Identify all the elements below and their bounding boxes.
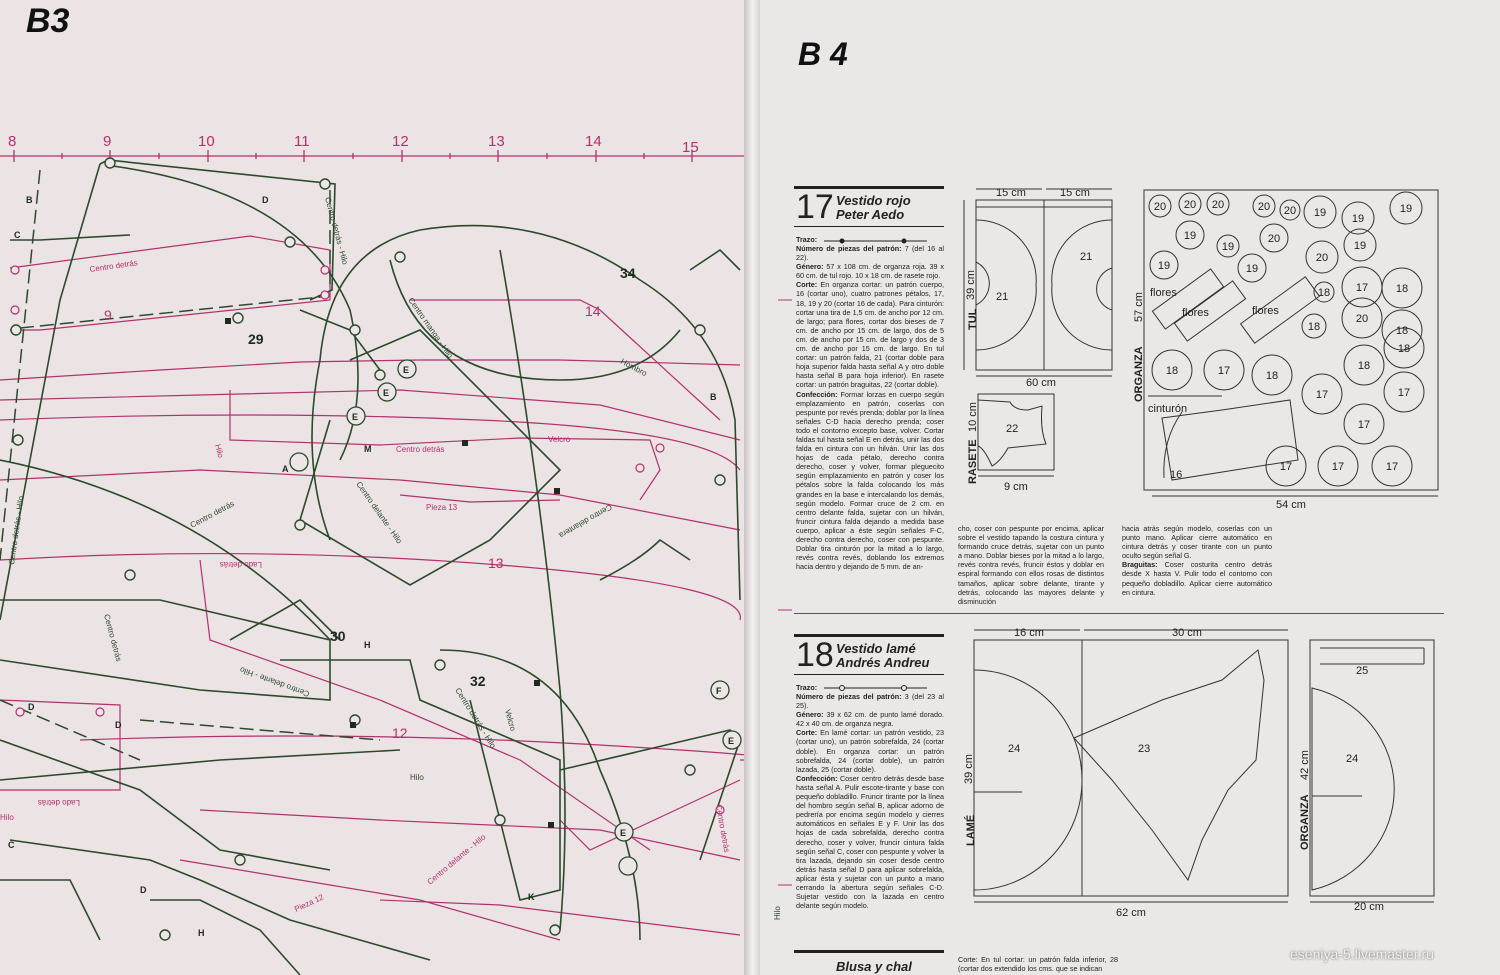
pattern-label: Hombro — [619, 356, 649, 379]
pattern-label: Centro delante - Hilo — [354, 479, 404, 546]
marker-letter: C — [8, 840, 15, 850]
marker-letter: E — [728, 736, 735, 746]
pattern-label: Centro detrás - Hilo — [7, 495, 26, 566]
marker-letter: D — [115, 720, 122, 730]
organza-circle-label: 19 — [1157, 260, 1171, 272]
organza-circle-label: 19 — [1353, 240, 1367, 252]
green-pattern-lines — [0, 160, 740, 975]
book-spine — [744, 0, 760, 975]
organza-circle-label: 17 — [1315, 389, 1329, 401]
text-head: Número de piezas del patrón: — [796, 692, 902, 701]
marker-letter: M — [364, 444, 372, 454]
marker-letter: E — [383, 388, 390, 398]
pattern-label: Hilo — [410, 773, 424, 782]
section17-col2: cho, coser con pespunte por encima, aplicar sobre el vestido tapando la costura cintura y formando cruce detrás, sujetar con un punto a mano. Doblar bieses por la mitad a lo largo, revés contra revés, fruncir éstos y doblar en espiral formando con ellos rosas de distintos tamaños, aplicar sobre delante, tirante y detrás, colocando las mayores delante y disminución — [958, 524, 1104, 606]
watermark: eseniya-5.livemaster.ru — [1290, 946, 1434, 962]
text-head: Confección: — [796, 389, 838, 399]
organza-circle-label: 20 — [1183, 199, 1197, 211]
organza-flowers: flores — [1252, 305, 1279, 317]
magenta-pattern-lines — [0, 236, 774, 940]
lame-piece: 23 — [1138, 743, 1151, 755]
organza-circle-label: 17 — [1397, 387, 1411, 399]
pattern-label: Centro detrás - Hilo — [453, 686, 498, 750]
lame-bottom: 62 cm — [1116, 907, 1146, 919]
organza18-label: ORGANZA — [1299, 794, 1311, 850]
lame-label: LAMÉ — [965, 814, 977, 846]
text-body: Coser centro detrás desde base hasta señal A. Pulir escote-tirante y base con pequeño dobladillo. Fruncir tirante por la línea del hombro según señal B, aplicar adorno de pedrería por encima según modelo y cierres automáticos en señales E y F. Unir las dos hojas de cada sobrefalda, derecho contra derecho, coser y volver, fruncir cintura falda según señal C, coser con pespunte y volver la tira lazada, dejando sin coser desde centro detrás hasta señal D para aplicar sobrefalda, aplicar ésta y sujetar con un punto a mano cerrando la abertura según señales C-D. Sujetar vestido con la lazada en centro delante según modelo. — [796, 773, 944, 911]
text-head: Braguitas: — [1122, 560, 1158, 570]
ruler-number: 13 — [488, 133, 505, 150]
rasete-piece: 22 — [1006, 423, 1019, 435]
organza-circle-label: 17 — [1355, 282, 1369, 294]
marker-letter: E — [352, 412, 359, 422]
tul-label: TUL — [967, 308, 979, 330]
organza18-bottom: 20 cm — [1354, 901, 1384, 913]
piece-number: 34 — [620, 265, 636, 281]
lame-width-right: 30 cm — [1172, 627, 1202, 639]
organza-circle-label: 18 — [1265, 370, 1279, 382]
marker-letter: D — [140, 885, 147, 895]
organza-label: ORGANZA — [1133, 346, 1145, 402]
organza-circle-label: 19 — [1351, 213, 1365, 225]
text-head: Corte: — [796, 728, 818, 738]
piece-number: 29 — [248, 331, 264, 347]
pattern-label: Lado detrás — [219, 560, 262, 569]
piece-number: 9 — [104, 307, 112, 323]
organza-flowers: flores — [1182, 307, 1209, 319]
notch-circles — [11, 158, 725, 940]
pattern-label: Lado detrás — [37, 798, 80, 807]
text-body: 3 (del 23 al 25). — [796, 692, 944, 711]
marker-letters — [8, 195, 766, 938]
ruler-number: 14 — [585, 133, 602, 150]
text-body: 57 x 108 cm. de organza roja. 39 x 60 cm. de tul rojo. 10 x 18 cm. de rasete rojo. — [796, 262, 944, 281]
organza18-height: 42 cm — [1299, 750, 1311, 780]
pattern-label: Velcro — [548, 435, 571, 444]
pattern-label: Centro delante - Hilo — [425, 832, 488, 887]
ruler-number: 10 — [198, 133, 215, 150]
text-body: En lamé cortar: un patrón vestido, 23 (cortar uno), un patrón sobrefalda, 24 (cortar doble). En organza cortar: un patrón sobrefalda, 24 (cortar doble), un patrón lazada, 25 (cortar doble). — [796, 728, 944, 774]
tul-bottom: 60 cm — [1026, 377, 1056, 389]
section17-number: 17 — [796, 188, 834, 226]
organza-circle-label: 18 — [1395, 325, 1409, 337]
organza-circle-label: 19 — [1221, 241, 1235, 253]
pattern-label: Centro detrás — [714, 803, 732, 854]
pattern-label: Pieza 13 — [426, 503, 458, 512]
pattern-label: Centro detrás - Hilo — [323, 196, 350, 266]
organza-circle-label: 20 — [1267, 233, 1281, 245]
piece-number: 13 — [488, 555, 504, 571]
marker-letter: F — [716, 686, 722, 696]
organza-circle-label: 18 — [1165, 365, 1179, 377]
organza-circle-label: 19 — [1399, 203, 1413, 215]
ruler-numbers — [8, 133, 699, 156]
organza-circle-label: 18 — [1307, 321, 1321, 333]
text-head: Corte: — [796, 280, 818, 290]
marker-letter: E — [620, 828, 627, 838]
section17-title-line2: Peter Aedo — [836, 207, 905, 222]
piece-number: 32 — [470, 673, 486, 689]
organza-flowers: flores — [1150, 287, 1177, 299]
marker-letter: H — [364, 640, 371, 650]
ruler-number: 8 — [8, 133, 17, 150]
page-label-b4: B 4 — [798, 36, 848, 72]
marker-letter: K — [528, 892, 535, 902]
organza-circle-label: 17 — [1217, 365, 1231, 377]
tul-piece: 21 — [1080, 251, 1093, 263]
lame-height: 39 cm — [963, 754, 975, 784]
pattern-label: Centro detrás — [89, 258, 139, 274]
tul-width-left: 15 cm — [996, 187, 1026, 199]
section18-number: 18 — [796, 636, 834, 674]
organza-circle-label: 18 — [1357, 360, 1371, 372]
organza-circle-label: 20 — [1315, 252, 1329, 264]
text-head: Género: — [796, 262, 824, 272]
piece-number: 14 — [585, 303, 601, 319]
piece-number: 12 — [392, 725, 408, 741]
organza-bottom: 54 cm — [1276, 499, 1306, 511]
organza-circle-label: 20 — [1211, 199, 1225, 211]
text-body: Coser costurita centro detrás desde X hasta V. Pulir todo el contorno con pequeño dobladillo. Aplicar cierre automático en cintura. — [1122, 560, 1272, 597]
pattern-label: Centro delantera — [557, 502, 614, 540]
pattern-label: Centro detrás — [188, 499, 236, 530]
marker-letter: B — [710, 392, 717, 402]
marker-letter: C — [14, 230, 21, 240]
marker-letter: H — [198, 928, 205, 938]
organza18-piece: 24 — [1346, 753, 1359, 765]
ruler-number: 9 — [103, 133, 112, 150]
lame-width-left: 16 cm — [1014, 627, 1044, 639]
section18-title-line2: Andrés Andreu — [836, 655, 930, 670]
marker-letter: D — [262, 195, 269, 205]
text-body: 7 (del 16 al 22). — [796, 244, 944, 263]
organza-circle-label: 20 — [1283, 205, 1297, 217]
pattern-label: Hilo — [0, 813, 14, 822]
side-label-hilo: Hilo — [773, 906, 782, 920]
section17-title-line1: Vestido rojo — [836, 193, 911, 208]
organza-circle-label: 19 — [1183, 230, 1197, 242]
lame-piece: 24 — [1008, 743, 1021, 755]
organza-circle-label: 17 — [1279, 461, 1293, 473]
text-body: 39 x 62 cm. de punto lamé dorado. 42 x 40 cm. de organza negra. — [796, 710, 944, 729]
marker-letter: A — [282, 464, 289, 474]
dashed-lines — [0, 170, 380, 760]
text-body: Formar lorzas en cuerpo según emplazamiento en patrón, coserlas con pespunte por revés prenda; doblar por la línea señales C-D hacia derecho prenda; coser todo el contorno excepto base, volver. Cortar faldas tul hasta señal E en detrás, unir las dos falda en cintura con un hilván. Unir las dos hojas de cada pétalo, derecho contra derecho, coser y volver, formar pleguecito según emplazamiento en patrón y coser los pétalos sobre la falda colocando los más grandes en la base e intercalando los demás, según modelo. Formar cruce de 2 cm. en centro delante falda, sujetar con un hilván, fruncir cintura falda dejando a medida base cuerpo, aplicar a éste según señales F-C, derecho contra derecho, coser con pespunte. Doblar tira cinturón por la mitad a lo largo, revés contra revés, doblando los extremos hacia dentro y dejando de 5 mm. de an- — [796, 389, 944, 572]
organza-circle-label: 17 — [1357, 419, 1371, 431]
text-head: Número de piezas del patrón: — [796, 244, 902, 253]
organza-height: 57 cm — [1133, 292, 1145, 322]
marker-letter: D — [28, 702, 35, 712]
organza-circle-label: 19 — [1313, 207, 1327, 219]
pattern-label: Centro delante - Hilo — [238, 665, 311, 699]
ruler-number: 15 — [682, 139, 699, 156]
organza-circle-label: 20 — [1355, 313, 1369, 325]
organza-circle-label: 20 — [1153, 201, 1167, 213]
ruler-number: 12 — [392, 133, 409, 150]
pattern-label: Centro manga - Hilo — [406, 295, 455, 360]
text-body: En organza cortar: un patrón cuerpo, 16 (cortar uno), cuatro patrones pétalos, 17, 18, 19 y 20 (cortar 16 de cada). Para cinturón: cortar una tira de 1,5 cm. de ancho por 12 cm. de largo; para flores, cortar dos bieses de 7 cm. de ancho por 15 cm. de largo, dos de 5 cm. de ancho por 15 cm. de largo y dos de 3 cm. de ancho por 15 cm. de largo. En tul cortar: un patrón falda, 21 (cortar doble para hoja superior falda hasta señal A y otro doble hasta señal B para hoja inferior). En rasete cortar: un patrón braguitas, 22 (cortar doble). — [796, 280, 944, 390]
rasete-label: RASETE — [967, 439, 979, 484]
organza-belt: cinturón — [1148, 403, 1188, 415]
organza-circle-label: 18 — [1395, 283, 1409, 295]
section18-trazo: Trazo: — [796, 683, 818, 692]
tul-piece: 21 — [996, 291, 1009, 303]
pattern-label: Velcro — [503, 708, 518, 732]
right-page-instructions — [752, 0, 1500, 975]
marker-letter: B — [26, 195, 33, 205]
tul-width-right: 15 cm — [1060, 187, 1090, 199]
rasete-bottom: 9 cm — [1004, 481, 1028, 493]
piece-number: 30 — [330, 628, 346, 644]
rasete-height: 10 cm — [967, 402, 979, 432]
section19-text: Corte: En tul cortar: un patrón falda inferior, 28 (cortar dos extendido los cms. que se indican — [958, 955, 1118, 974]
text-body: hacia atrás según modelo, coserlas con un punto mano. Aplicar cierre automático en cintura detrás y coser tirante con un punto oculto según señal G. — [1122, 524, 1272, 561]
organza-circle-label: 19 — [1245, 263, 1259, 275]
text-head: Confección: — [796, 773, 838, 783]
pattern-label: Centro detrás — [396, 445, 445, 454]
section18-title-line1: Vestido lamé — [836, 641, 916, 656]
section19-title: Blusa y chal — [836, 959, 912, 974]
pattern-label: Centro detrás — [102, 613, 124, 663]
marker-circles — [290, 191, 774, 875]
organza18-piece: 25 — [1356, 665, 1369, 677]
text-head: Género: — [796, 710, 824, 720]
organza-circle-label: 20 — [1257, 201, 1271, 213]
organza-circle-label: 17 — [1331, 461, 1345, 473]
pattern-label: Pieza 12 — [293, 892, 326, 914]
tul-height: 39 cm — [965, 270, 977, 300]
organza-body: 16 — [1170, 469, 1183, 481]
section17-trazo: Trazo: — [796, 235, 818, 244]
ruler-number: 11 — [294, 133, 310, 150]
organza-circle-label: 18 — [1317, 287, 1331, 299]
organza-circle-label: 17 — [1385, 461, 1399, 473]
pattern-label: Hilo — [213, 443, 226, 459]
page-label-b3: B3 — [26, 2, 70, 40]
marker-letter: E — [403, 365, 410, 375]
organza-circle-label: 18 — [1397, 343, 1411, 355]
